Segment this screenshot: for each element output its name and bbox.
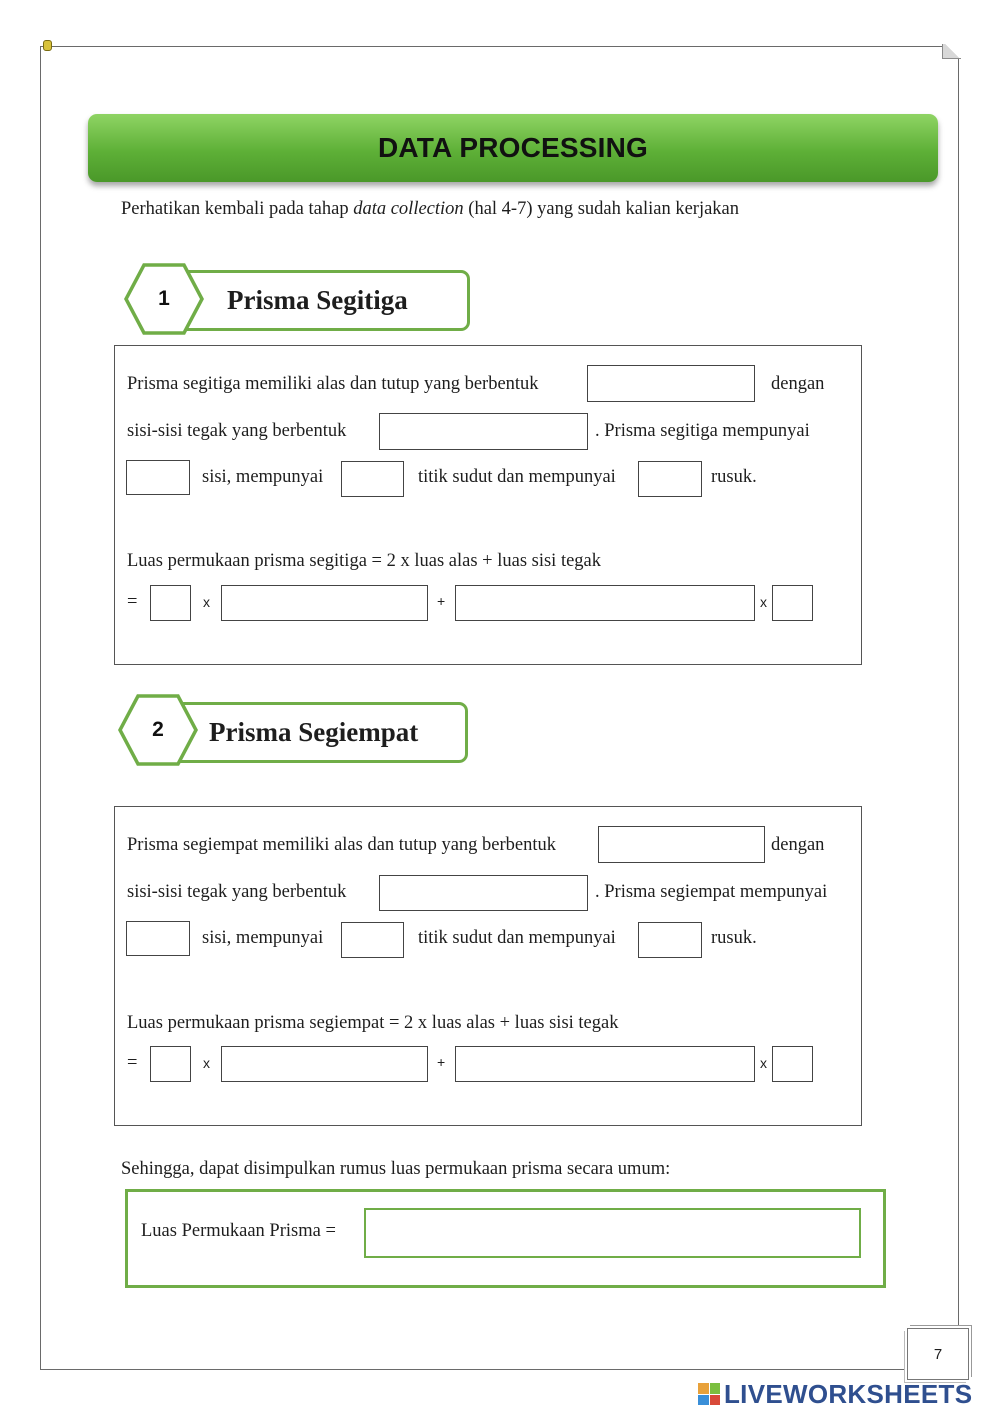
s1-equals: = [127, 592, 138, 612]
s2-base-area-input[interactable] [221, 1046, 428, 1082]
s2-line3-b: titik sudut dan mempunyai [418, 928, 616, 948]
s1-multiplier-input[interactable] [150, 585, 191, 621]
s2-side-area-input[interactable] [455, 1046, 755, 1082]
section-1-hexagon [124, 262, 204, 336]
liveworksheets-brand[interactable] [698, 1378, 972, 1410]
general-formula-input[interactable] [364, 1208, 861, 1258]
s1-line3-a: sisi, mempunyai [202, 467, 324, 487]
page-number-text: 7 [933, 1345, 943, 1363]
section-1-header [164, 270, 470, 331]
section-2-number: 2 [152, 718, 164, 741]
conclusion-label: Luas Permukaan Prisma = [141, 1221, 336, 1241]
section-1-number: 1 [158, 287, 170, 310]
s2-formula: Luas permukaan prisma segiempat = 2 x luas alas + luas sisi tegak [127, 1013, 619, 1033]
s1-edges-input[interactable] [638, 461, 702, 497]
header-banner [88, 114, 938, 182]
s1-base-area-input[interactable] [221, 585, 428, 621]
s1-line1-text: Prisma segitiga memiliki alas dan tutup yang berbentuk [127, 374, 539, 394]
s1-line3-b: titik sudut dan mempunyai [418, 467, 616, 487]
s2-side-shape-input[interactable] [379, 875, 588, 911]
page-number [907, 1328, 969, 1380]
s1-side-shape-input[interactable] [379, 413, 588, 450]
s1-line2-end: . Prisma segitiga mempunyai [595, 421, 810, 441]
s2-faces-input[interactable] [126, 921, 190, 956]
s2-line1-end: dengan [771, 835, 825, 855]
s1-side-area-input[interactable] [455, 585, 755, 621]
section-1-title: Prisma Segitiga [227, 285, 408, 315]
s1-base-shape-input[interactable] [587, 365, 755, 402]
s2-equals: = [127, 1053, 138, 1073]
s2-side-count-input[interactable] [772, 1046, 813, 1082]
s1-line1-end: dengan [771, 374, 825, 394]
s1-side-count-input[interactable] [772, 585, 813, 621]
page-title: DATA PROCESSING [377, 132, 649, 163]
brand-name: LIVEWORKSHEETS [724, 1378, 973, 1409]
s1-plus: + [437, 593, 446, 609]
s1-line2-text: sisi-sisi tegak yang berbentuk [127, 421, 347, 441]
s1-formula: Luas permukaan prisma segitiga = 2 x luas alas + luas sisi tegak [127, 551, 602, 571]
section-2-title: Prisma Segiempat [209, 717, 419, 747]
s2-multiplier-input[interactable] [150, 1046, 191, 1082]
s1-faces-input[interactable] [126, 460, 190, 495]
s2-line2-end: . Prisma segiempat mempunyai [595, 882, 828, 902]
s2-line3-c: rusuk. [711, 928, 757, 948]
section-2-header [160, 702, 468, 763]
s2-times-1: x [203, 1055, 210, 1071]
pushpin-icon [43, 40, 52, 51]
intro-after: (hal 4-7) yang sudah kalian kerjakan [463, 199, 740, 219]
s1-vertices-input[interactable] [341, 461, 404, 497]
s1-times-1: x [203, 594, 210, 610]
s2-line2-text: sisi-sisi tegak yang berbentuk [127, 882, 347, 902]
s2-edges-input[interactable] [638, 922, 702, 958]
s2-base-shape-input[interactable] [598, 826, 765, 863]
s1-times-2: x [760, 594, 767, 610]
liveworksheets-logo-icon [698, 1383, 720, 1405]
s2-vertices-input[interactable] [341, 922, 404, 958]
section-2-hexagon [118, 693, 198, 767]
intro-text [121, 200, 739, 219]
s2-line1-text: Prisma segiempat memiliki alas dan tutup yang berbentuk [127, 835, 557, 855]
intro-emphasis: data collection [353, 199, 464, 219]
intro-before: Perhatikan kembali pada tahap [121, 199, 354, 219]
page-fold-corner [942, 44, 961, 59]
s2-line3-a: sisi, mempunyai [202, 928, 324, 948]
s2-plus: + [437, 1054, 446, 1070]
s2-times-2: x [760, 1055, 767, 1071]
conclusion-prompt: Sehingga, dapat disimpulkan rumus luas permukaan prisma secara umum: [121, 1159, 671, 1179]
s1-line3-c: rusuk. [711, 467, 757, 487]
